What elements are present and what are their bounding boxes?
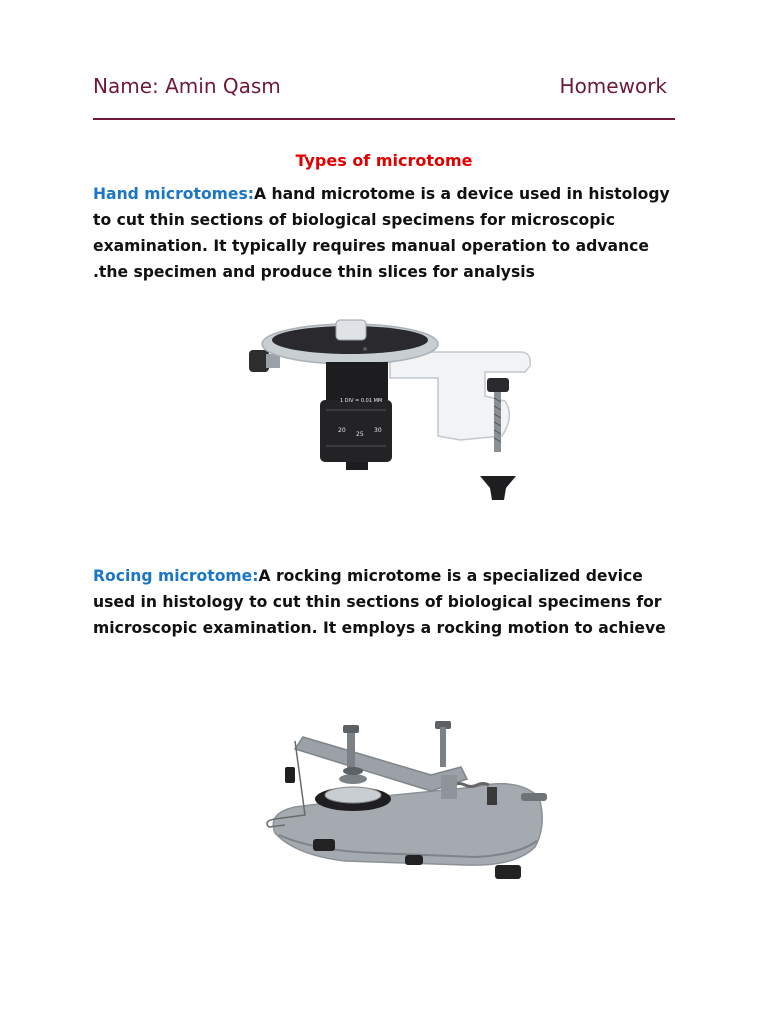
rocking-microtome-illustration [255, 715, 555, 895]
scale-label: 1 DIV = 0.01 MM [340, 398, 383, 404]
micrometer-barrel [326, 362, 388, 400]
hand-microtome-heading: Hand microtomes: [93, 185, 255, 203]
cast-base [273, 784, 542, 866]
assignment-label: Homework [559, 74, 667, 98]
hand-microtome-paragraph [93, 181, 683, 285]
rocking-microtome-text: A rocking microtome is a specialized device used in histology to cut thin sections of biological specimens for microscopic examination. It employs a rocking motion to achieve [93, 567, 666, 637]
knife-clamp-handle [285, 767, 295, 783]
clamp-arm [390, 352, 530, 440]
hand-microtome-text: A hand microtome is a device used in histology to cut thin sections of biological specimens for microscopic examination. It typically requires manual operation to advance .the specimen and produce thin slices for analysis [93, 185, 670, 281]
rocking-microtome-paragraph [93, 563, 683, 641]
hand-microtome-illustration [240, 306, 540, 516]
svg-text:25: 25 [356, 431, 364, 438]
clamp-handle [480, 476, 516, 500]
svg-text:20: 20 [338, 427, 346, 434]
student-name: Name: Amin Qasm [93, 74, 281, 98]
rocking-microtome-heading: Rocing microtome: [93, 567, 259, 585]
svg-text:30: 30 [374, 427, 382, 434]
page-header [93, 74, 675, 120]
document-title: Types of microtome [295, 151, 473, 170]
